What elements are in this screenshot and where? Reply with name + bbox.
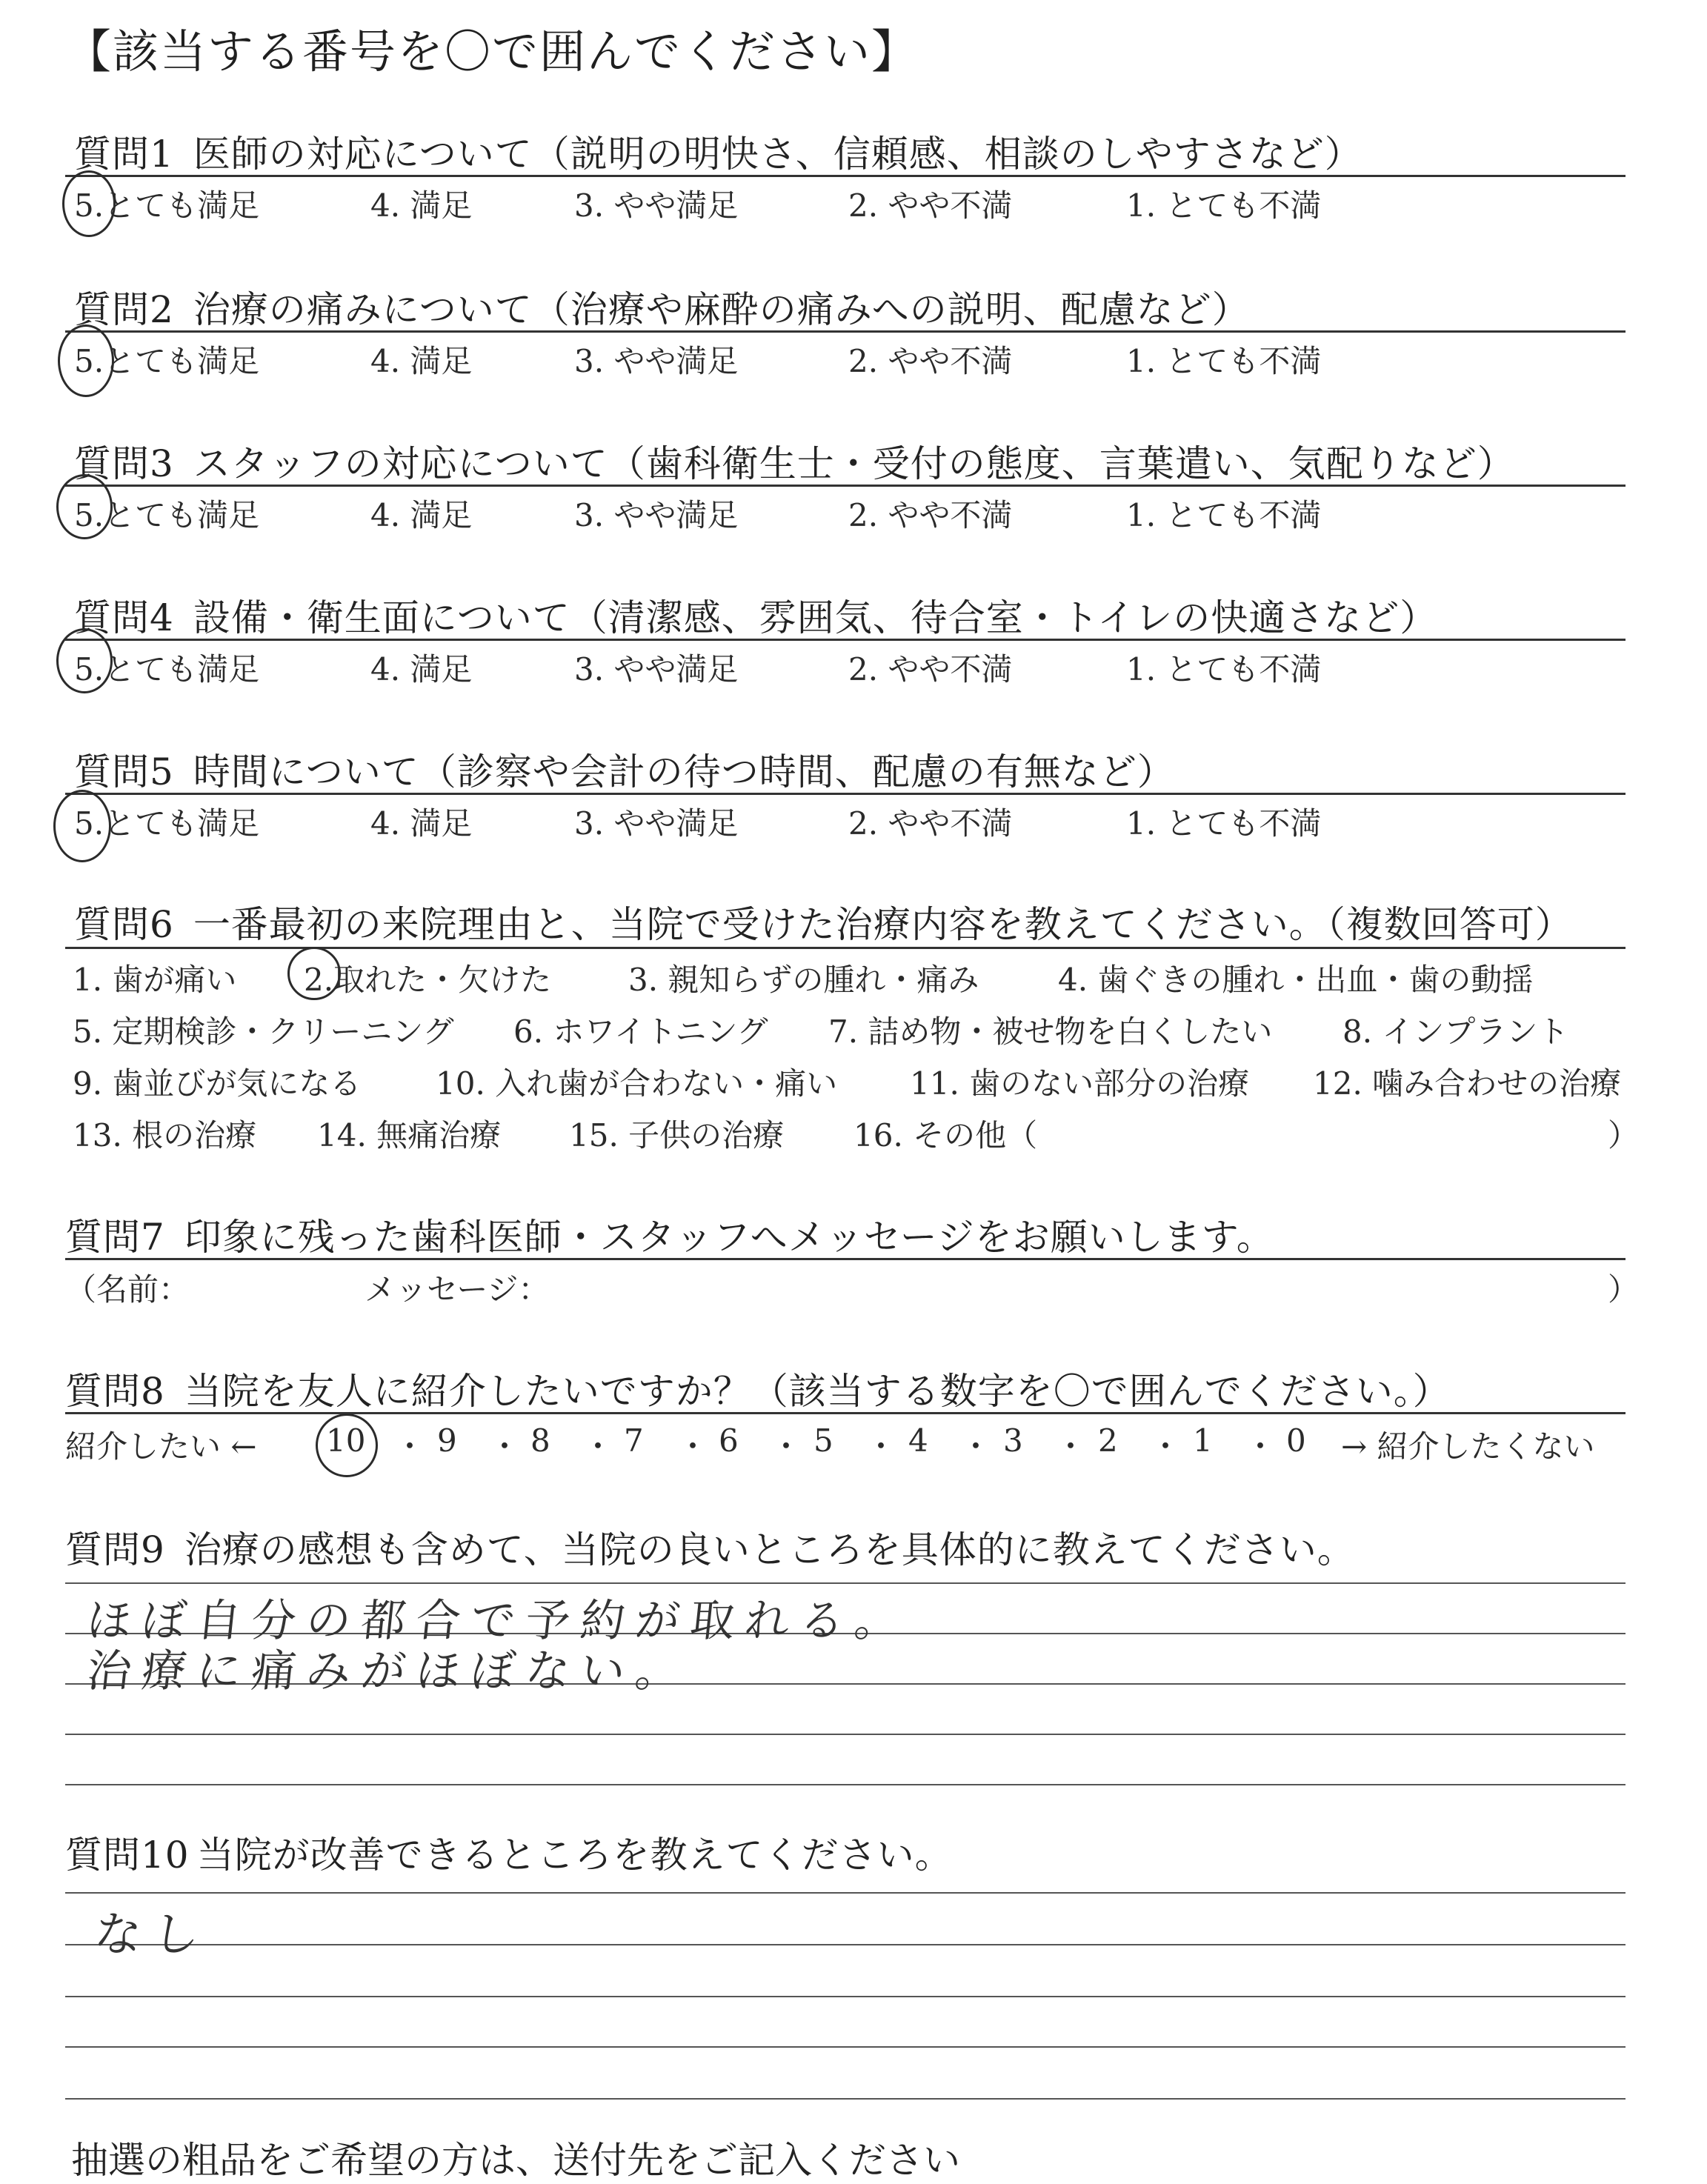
q8-separator: ・ bbox=[677, 1428, 709, 1465]
question-2-title bbox=[74, 280, 1250, 333]
q6-option-6[interactable]: 6. ホワイトニング bbox=[513, 1013, 768, 1050]
footer-instruction: 抽選の粗品をご希望の方は、送付先をご記入ください bbox=[71, 2139, 960, 2182]
q6-option-13[interactable]: 13. 根の治療 bbox=[73, 1117, 257, 1153]
question-7-text: 印象に残った歯科医師・スタッフへメッセージをお願いします。 bbox=[184, 1216, 1274, 1259]
q9-answer-line bbox=[65, 1582, 1626, 1584]
q3-option-4[interactable]: 4. 満足 bbox=[370, 497, 473, 533]
question-7-title bbox=[65, 1208, 1274, 1261]
q6-option-9[interactable]: 9. 歯並びが気になる bbox=[73, 1065, 362, 1102]
question-9-text: 治療の感想も含めて、当院の良いところを具体的に教えてください。 bbox=[184, 1528, 1355, 1571]
q5-option-4[interactable]: 4. 満足 bbox=[370, 805, 473, 842]
q6-other-close: ） bbox=[1608, 1117, 1640, 1153]
q6-option-7[interactable]: 7. 詰め物・被せ物を白くしたい bbox=[828, 1013, 1273, 1050]
question-4-text: 設備・衛生面について（清潔感、雰囲気、待合室・トイレの快適さなど） bbox=[193, 596, 1438, 639]
q8-score-5[interactable]: 5 bbox=[813, 1422, 833, 1459]
q8-score-9[interactable]: 9 bbox=[437, 1422, 457, 1459]
q7-message-label: メッセージ： bbox=[365, 1271, 550, 1308]
q8-score-4[interactable]: 4 bbox=[908, 1422, 928, 1459]
q6-option-12[interactable]: 12. 噛み合わせの治療 bbox=[1313, 1065, 1622, 1102]
question-3-text: スタッフの対応について（歯科衛生士・受付の態度、言葉遣い、気配りなど） bbox=[193, 442, 1515, 485]
q4-option-1[interactable]: 1. とても不満 bbox=[1126, 651, 1322, 688]
q1-option-3[interactable]: 3. やや満足 bbox=[574, 187, 739, 224]
q8-score-1[interactable]: 1 bbox=[1193, 1422, 1213, 1459]
q6-option-14[interactable]: 14. 無痛治療 bbox=[317, 1117, 502, 1153]
q8-separator: ・ bbox=[771, 1428, 802, 1465]
q6-option-16[interactable]: 16. その他（ bbox=[854, 1117, 1038, 1153]
q2-option-1[interactable]: 1. とても不満 bbox=[1126, 343, 1322, 379]
q8-separator: ・ bbox=[1055, 1428, 1087, 1465]
q1-option-4[interactable]: 4. 満足 bbox=[370, 187, 473, 224]
q8-separator: ・ bbox=[582, 1428, 614, 1465]
q8-separator: ・ bbox=[489, 1428, 521, 1465]
q1-option-5[interactable]: 5.とても満足 bbox=[74, 187, 260, 224]
question-8-number: 質問8 bbox=[65, 1370, 165, 1413]
q4-option-5[interactable]: 5.とても満足 bbox=[74, 651, 260, 688]
q8-separator: ・ bbox=[394, 1428, 426, 1465]
question-9-number: 質問9 bbox=[65, 1528, 165, 1571]
question-10-title bbox=[65, 1825, 953, 1879]
q6-option-8[interactable]: 8. インプラント bbox=[1342, 1013, 1569, 1050]
q7-name-label: （名前： bbox=[65, 1271, 190, 1308]
q9-answer-line bbox=[65, 1734, 1626, 1735]
q5-option-5[interactable]: 5.とても満足 bbox=[74, 805, 260, 842]
q4-option-4[interactable]: 4. 満足 bbox=[370, 651, 473, 688]
q6-option-5[interactable]: 5. 定期検診・クリーニング bbox=[73, 1013, 454, 1050]
question-7-number: 質問7 bbox=[65, 1216, 165, 1259]
question-3-number: 質問3 bbox=[74, 442, 174, 485]
q10-answer-line bbox=[65, 1944, 1626, 1945]
question-2-rule bbox=[65, 330, 1626, 333]
q8-separator: ・ bbox=[1150, 1428, 1182, 1465]
question-6-rule bbox=[65, 947, 1626, 949]
q3-option-1[interactable]: 1. とても不満 bbox=[1126, 497, 1322, 533]
question-10-number: 質問10 bbox=[65, 1834, 190, 1877]
q6-option-3[interactable]: 3. 親知らずの腫れ・痛み bbox=[628, 962, 979, 998]
q5-option-2[interactable]: 2. やや不満 bbox=[848, 805, 1013, 842]
question-6-number: 質問6 bbox=[74, 903, 174, 946]
question-1-number: 質問1 bbox=[74, 133, 174, 176]
question-6-text: 一番最初の来院理由と、当院で受けた治療内容を教えてください。（複数回答可） bbox=[193, 903, 1573, 946]
q5-option-1[interactable]: 1. とても不満 bbox=[1126, 805, 1322, 842]
q10-handwritten-answer: なし bbox=[91, 1908, 213, 1962]
q3-option-2[interactable]: 2. やや不満 bbox=[848, 497, 1013, 533]
question-8-title bbox=[65, 1362, 1451, 1415]
q6-option-10[interactable]: 10. 入れ歯が合わない・痛い bbox=[436, 1065, 838, 1102]
q2-option-5[interactable]: 5.とても満足 bbox=[74, 343, 260, 379]
q10-answer-line bbox=[65, 1892, 1626, 1894]
q8-score-6[interactable]: 6 bbox=[719, 1422, 739, 1459]
question-1-title bbox=[74, 124, 1362, 178]
q8-separator: ・ bbox=[960, 1428, 992, 1465]
q6-option-4[interactable]: 4. 歯ぐきの腫れ・出血・歯の動揺 bbox=[1058, 962, 1534, 998]
question-6-title bbox=[74, 895, 1573, 948]
q6-option-11[interactable]: 11. 歯のない部分の治療 bbox=[910, 1065, 1250, 1102]
question-3-rule bbox=[65, 485, 1626, 487]
q4-option-3[interactable]: 3. やや満足 bbox=[574, 651, 739, 688]
question-1-rule bbox=[65, 175, 1626, 177]
q3-option-5[interactable]: 5.とても満足 bbox=[74, 497, 260, 533]
q8-left-label: 紹介したい ← bbox=[65, 1428, 257, 1465]
question-9-title bbox=[65, 1520, 1355, 1574]
q2-option-4[interactable]: 4. 満足 bbox=[370, 343, 473, 379]
q8-score-2[interactable]: 2 bbox=[1098, 1422, 1118, 1459]
question-8-text: 当院を友人に紹介したいですか？（該当する数字を〇で囲んでください。） bbox=[184, 1370, 1451, 1413]
q10-answer-line bbox=[65, 2046, 1626, 2048]
q7-close: ） bbox=[1608, 1271, 1640, 1308]
q9-handwritten-answer-line-1: ほぼ自分の都合で予約が取れる。 bbox=[84, 1595, 913, 1647]
q9-answer-line bbox=[65, 1784, 1626, 1785]
question-5-number: 質問5 bbox=[74, 750, 174, 793]
question-7-rule bbox=[65, 1258, 1626, 1260]
q8-separator: ・ bbox=[1245, 1428, 1277, 1465]
q6-option-1[interactable]: 1. 歯が痛い bbox=[73, 962, 237, 998]
q10-answer-line bbox=[65, 2098, 1626, 2100]
question-10-text: 当院が改善できるところを教えてください。 bbox=[196, 1834, 953, 1877]
q8-separator: ・ bbox=[865, 1428, 897, 1465]
page-header: 【該当する番号を〇で囲んでください】 bbox=[65, 24, 919, 79]
q10-answer-line bbox=[65, 1996, 1626, 1997]
q1-option-2[interactable]: 2. やや不満 bbox=[848, 187, 1013, 224]
question-4-title bbox=[74, 588, 1437, 642]
question-4-number: 質問4 bbox=[74, 596, 174, 639]
question-2-text: 治療の痛みについて（治療や麻酔の痛みへの説明、配慮など） bbox=[193, 288, 1250, 331]
question-5-title bbox=[74, 742, 1175, 796]
q4-option-2[interactable]: 2. やや不満 bbox=[848, 651, 1013, 688]
question-5-rule bbox=[65, 793, 1626, 795]
question-5-text: 時間について（診察や会計の待つ時間、配慮の有無など） bbox=[193, 750, 1175, 793]
q3-option-3[interactable]: 3. やや満足 bbox=[574, 497, 739, 533]
question-4-rule bbox=[65, 639, 1626, 641]
q2-option-3[interactable]: 3. やや満足 bbox=[574, 343, 739, 379]
question-2-number: 質問2 bbox=[74, 288, 174, 331]
q6-option-15[interactable]: 15. 子供の治療 bbox=[569, 1117, 785, 1153]
q8-score-8[interactable]: 8 bbox=[530, 1422, 550, 1459]
q9-handwritten-answer-line-2: 治療に痛みがほぼない。 bbox=[84, 1645, 693, 1697]
q1-option-1[interactable]: 1. とても不満 bbox=[1126, 187, 1322, 224]
q8-score-7[interactable]: 7 bbox=[624, 1422, 644, 1459]
question-8-rule bbox=[65, 1412, 1626, 1414]
q8-score-0[interactable]: 0 bbox=[1286, 1422, 1306, 1459]
q8-score-3[interactable]: 3 bbox=[1003, 1422, 1023, 1459]
q8-right-label: → 紹介したくない bbox=[1341, 1428, 1595, 1465]
q6-option-2[interactable]: 2.取れた・欠けた bbox=[304, 962, 552, 998]
question-1-text: 医師の対応について（説明の明快さ、信頼感、相談のしやすさなど） bbox=[193, 133, 1362, 176]
question-3-title bbox=[74, 434, 1515, 487]
q8-score-10[interactable]: 10 bbox=[326, 1422, 366, 1459]
q5-option-3[interactable]: 3. やや満足 bbox=[574, 805, 739, 842]
q2-option-2[interactable]: 2. やや不満 bbox=[848, 343, 1013, 379]
